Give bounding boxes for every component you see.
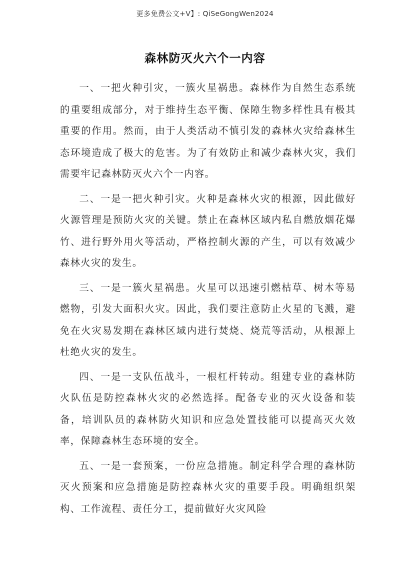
header-note: 更多免费公文+V】: QiSeGongWen2024 bbox=[136, 10, 274, 18]
document-title: 森林防灭火六个一内容 bbox=[144, 51, 266, 65]
paragraph-5: 五、一是一套预案，一份应急措施。制定科学合理的森林防灭火预案和应急措施是防控森林火灾的重要手段。明确组织架构、工作流程、责任分工，提前做好火灾风险 bbox=[60, 460, 356, 515]
paragraph-2: 二、一是一把火种引灾。火种是森林火灾的根源，因此做好火源管理是预防火灾的关键。禁止在森林区域内私自燃放烟花爆竹、进行野外用火等活动，严格控制火源的产生，可以有效减少森林火灾的发生。 bbox=[60, 193, 356, 269]
paragraph-1: 一、一把火种引灾，一簇火星祸患。森林作为自然生态系统的重要组成部分，对于维持生态平衡、保障生物多样性具有极其重要的作用。然而，由于人类活动不慎引发的森林火灾给森林生态环境造成了极大的危害。为了有效防止和减少森林火灾，我们需要牢记森林防灭火六个一内容。 bbox=[60, 83, 356, 180]
paragraph-3: 三、一是一簇火星祸患。火星可以迅速引燃枯草、树木等易燃物，引发大面积火灾。因此，我们要注意防止火星的飞溅，避免在火灾易发期在森林区域内进行焚烧、烧荒等活动，从根源上杜绝火灾的发生。 bbox=[60, 282, 356, 358]
paragraph-4: 四、一是一支队伍战斗，一根杠杆转动。组建专业的森林防火队伍是防控森林火灾的必然选择。配备专业的灭火设备和装备，培训队员的森林防火知识和应急处置技能可以提高灭火效率，保障森林生态环境的安全。 bbox=[60, 371, 356, 447]
document-body bbox=[60, 78, 356, 523]
